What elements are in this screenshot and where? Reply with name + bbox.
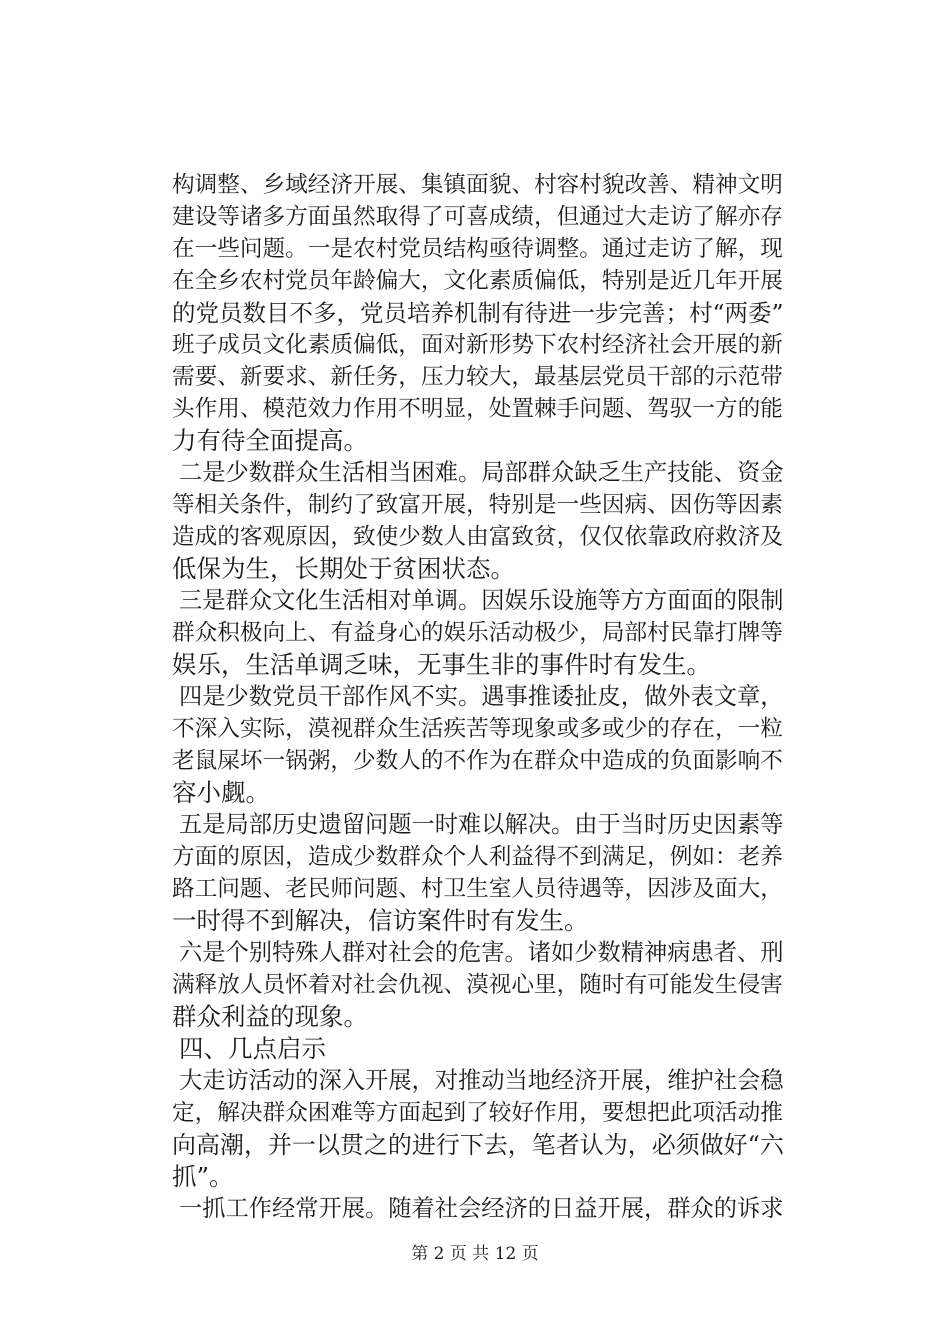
text-line: 一时得不到解决，信访案件时有发生。 (172, 906, 589, 935)
text-line: 需要、新要求、新任务，压力较大，最基层党员干部的示范带 (172, 364, 783, 390)
paragraph-start-line: 五是局部历史遗留问题一时难以解决。由于当时历史因素等 (179, 811, 784, 838)
paragraph-start-line: 大走访活动的深入开展，对推动当地经济开展，维护社会稳 (179, 1067, 784, 1094)
text-line: 在全乡农村党员年龄偏大，文化素质偏低，特别是近几年开展 (172, 268, 783, 294)
text-line: 在一些问题。一是农村党员结构亟待调整。通过走访了解，现 (172, 236, 783, 262)
paragraph-start-line: 一抓工作经常开展。随着社会经济的日益开展，群众的诉求 (179, 1195, 784, 1222)
page-number-footer: 第 2 页 共 12 页 (411, 1244, 539, 1264)
text-line: 定，解决群众困难等方面起到了较好作用，要想把此项活动推 (172, 1100, 783, 1126)
text-line: 不深入实际，漠视群众生活疾苦等现象或多或少的存在，一粒 (172, 716, 783, 742)
text-line: 低保为生，长期处于贫困状态。 (172, 554, 515, 583)
text-line: 的党员数目不多，党员培养机制有待进一步完善；村“两委” (172, 299, 784, 327)
text-line: 力有待全面提高。 (172, 426, 368, 455)
text-line: 方面的原因，造成少数群众个人利益得不到满足，例如：老养 (172, 844, 783, 870)
text-line: 抓”。 (172, 1162, 234, 1191)
text-line: 造成的客观原因，致使少数人由富致贫，仅仅依靠政府救济及 (172, 524, 783, 550)
text-line: 班子成员文化素质偏低，面对新形势下农村经济社会开展的新 (172, 332, 783, 358)
text-line: 建设等诸多方面虽然取得了可喜成绩，但通过大走访了解亦存 (172, 204, 783, 230)
text-line: 等相关条件，制约了致富开展，特别是一些因病、因伤等因素 (172, 492, 783, 518)
text-line: 满释放人员怀着对社会仇视、漠视心里，随时有可能发生侵害 (172, 972, 783, 998)
paragraph-start-line: 三是群众文化生活相对单调。因娱乐设施等方方面面的限制 (179, 587, 784, 614)
text-line: 群众利益的现象。 (172, 1002, 368, 1031)
paragraph-start-line: 二是少数群众生活相当困难。局部群众缺乏生产技能、资金 (179, 459, 784, 486)
paragraph-start-line: 四是少数党员干部作风不实。遇事推诿扯皮，做外表文章， (179, 683, 784, 710)
text-line: 群众积极向上、有益身心的娱乐活动极少，局部村民靠打牌等 (172, 620, 783, 646)
section-heading: 四、几点启示 (179, 1034, 326, 1063)
text-line: 向高潮，并一以贯之的进行下去，笔者认为，必须做好“六 (172, 1131, 784, 1159)
text-line: 路工问题、老民师问题、村卫生室人员待遇等，因涉及面大， (172, 876, 783, 902)
paragraph-start-line: 六是个别特殊人群对社会的危害。诸如少数精神病患者、刑 (179, 939, 784, 966)
text-line: 头作用、模范效力作用不明显，处置棘手问题、驾驭一方的能 (172, 396, 783, 422)
text-line: 构调整、乡域经济开展、集镇面貌、村容村貌改善、精神文明 (172, 172, 783, 198)
text-line: 容小觑。 (172, 778, 270, 807)
text-line: 娱乐，生活单调乏味，无事生非的事件时有发生。 (172, 650, 711, 679)
text-line: 老鼠屎坏一锅粥，少数人的不作为在群众中造成的负面影响不 (172, 748, 783, 774)
